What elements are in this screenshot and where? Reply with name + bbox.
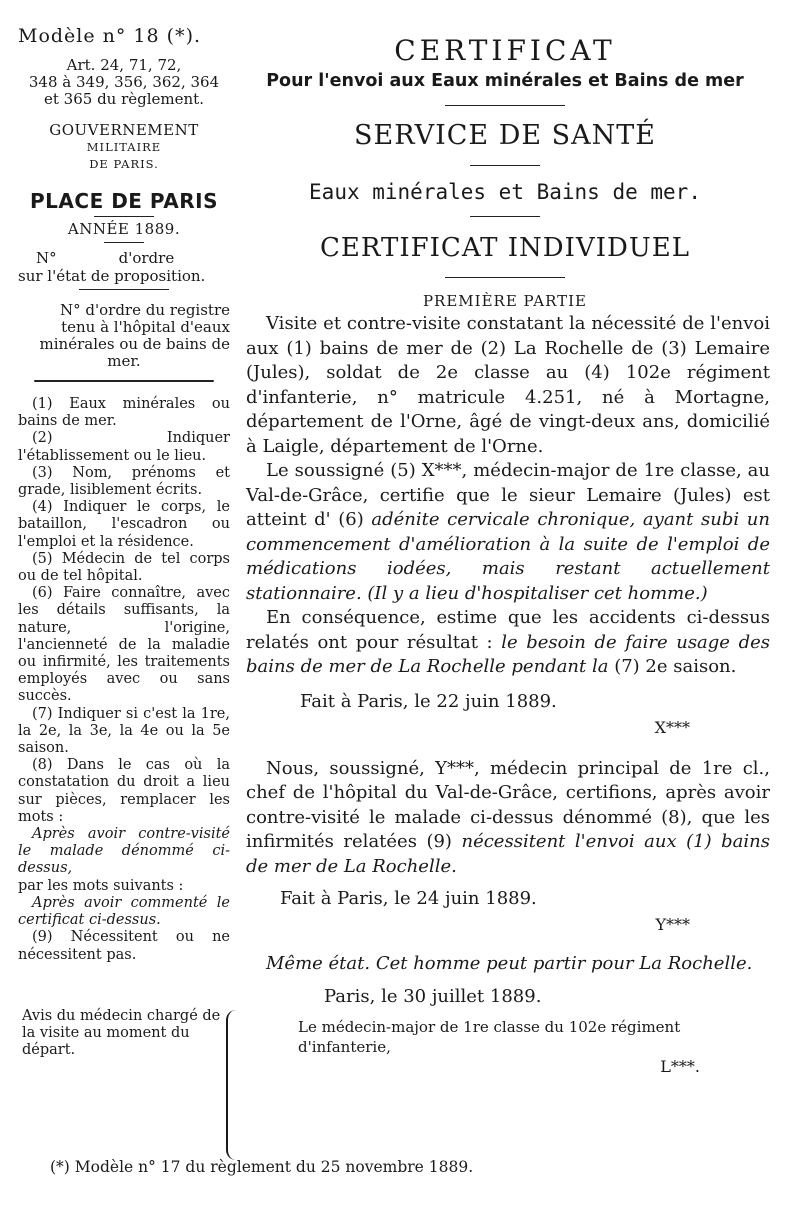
footnote: (3) Nom, prénoms et grade, lisiblement écrits. <box>18 464 230 499</box>
conclusion-text: le besoin de faire usage des bains de mer de La Rochelle pendant la <box>246 631 770 677</box>
certificate-body <box>246 312 770 680</box>
departure-notice-label: Avis du médecin chargé de la visite au moment du départ. <box>22 1007 221 1058</box>
signature-date-2: Fait à Paris, le 24 juin 1889. <box>280 888 537 909</box>
footnote-italic-text: Après avoir contre-visité le malade dénommé ci-dessus, <box>18 826 230 877</box>
articles-line: 348 à 349, 356, 362, 364 <box>28 73 220 91</box>
divider <box>445 105 565 106</box>
individual-certificate-title: CERTIFICAT INDIVIDUEL <box>320 233 690 263</box>
register-line: N° d'ordre du registre <box>60 301 230 319</box>
diagnosis-intro: Le soussigné (5) X***, médecin-major de 1re classe, au Val-de-Grâce, certifie que le sieur Lemaire (Jules) est atteint d' (6) <box>246 460 770 530</box>
paragraph-visit: Visite et contre-visite constatant la nécessité de l'envoi aux (1) bains de mer de (2) La Rochelle de (3) Lemaire (Jules), soldat de 2e classe au (4) 102e régiment d'infanterie, n° matricule 4.251, né à Mortagne, département de l'Orne, âgé de vingt-deux ans, domicilié à Laigle, département de l'Orne. <box>246 313 770 457</box>
divider <box>104 242 144 243</box>
footnote: (7) Indiquer si c'est la 1re, la 2e, la 3e, la 4e ou la 5e saison. <box>18 705 230 757</box>
articles-line: Art. 24, 71, 72, <box>66 56 182 74</box>
order-number-block <box>18 249 230 285</box>
year-label: ANNÉE 1889. <box>67 220 181 238</box>
footer-note: (*) Modèle n° 17 du règlement du 25 novembre 1889. <box>50 1158 474 1176</box>
regulation-articles <box>18 57 230 108</box>
departure-body <box>246 952 770 977</box>
register-line: minérales ou de bains de <box>39 335 230 353</box>
model-number: Modèle n° 18 (*). <box>18 25 202 47</box>
footnotes <box>18 396 230 964</box>
service-title: SERVICE DE SANTÉ <box>354 120 656 151</box>
part-heading: PREMIÈRE PARTIE <box>422 292 588 310</box>
signature-3: L***. <box>660 1056 700 1076</box>
footnote: (8) Dans le cas où la constatation du droit a lieu sur pièces, remplacer les mots : <box>18 757 230 825</box>
order-number-line-2: sur l'état de proposition. <box>18 267 206 285</box>
signature-1: X*** <box>654 717 690 737</box>
footnote: (9) Nécessitent ou ne nécessitent pas. <box>18 929 230 963</box>
signature-2: Y*** <box>655 915 690 934</box>
diagnosis-text: adénite cervicale chronique, ayant subi un commencement d'amélioration à la suite de l'emploi de médications iodées, mais restant actuellement stationnaire. (Il y a lieu d'hospitaliser cet homme.) <box>246 509 770 604</box>
counter-visit-body <box>246 757 770 880</box>
paragraph-diagnosis <box>246 459 770 606</box>
signatory-title: Le médecin-major de 1re classe du 102e régiment d'infanterie, <box>298 1017 681 1056</box>
paragraph-departure <box>246 952 770 977</box>
counter-visit-intro: Nous, soussigné, Y***, médecin principal de 1re cl., chef de l'hôpital du Val-de-Grâce, certifions, après avoir contre-visité le malade ci-dessus dénommé (8), que les infirmités relatées (9) <box>246 757 770 852</box>
divider <box>79 289 169 290</box>
order-number-line <box>18 249 230 267</box>
counter-visit-text: nécessitent l'envoi aux (1) bains de mer de La Rochelle. <box>246 831 770 877</box>
divider <box>94 216 154 217</box>
military-label: MILITAIRE <box>86 140 162 154</box>
footnote: (6) Faire connaître, avec les détails suffisants, la nature, l'origine, l'ancienneté de la maladie ou infirmité, les traitements employés avec ou sans succès. <box>18 585 230 705</box>
footnote-italic <box>18 895 230 929</box>
conclusion-season: (7) 2e saison. <box>608 656 737 677</box>
register-block <box>18 302 230 370</box>
articles-line: et 365 du règlement. <box>44 90 204 108</box>
order-number-suffix: d'ordre <box>118 249 175 267</box>
register-line: mer. <box>107 352 141 370</box>
place-title: PLACE DE PARIS <box>30 189 218 213</box>
footnote: (1) Eaux minérales ou bains de mer. <box>18 396 230 430</box>
order-number-prefix: N° <box>36 249 57 267</box>
divider <box>470 165 540 166</box>
government-label: GOUVERNEMENT <box>49 121 199 139</box>
government-block <box>18 122 230 173</box>
de-paris-label: DE PARIS. <box>89 157 159 171</box>
footnote: (4) Indiquer le corps, le bataillon, l'escadron ou l'emploi et la résidence. <box>18 499 230 550</box>
conclusion-intro: En conséquence, estime que les accidents ci-dessus relatés ont pour résultat : <box>246 607 770 653</box>
footnote-italic-text: Après avoir commenté le certificat ci-dessus. <box>18 894 230 929</box>
ornamental-divider <box>34 380 214 382</box>
paragraph-counter-visit <box>246 757 770 880</box>
footnote: (5) Médecin de tel corps ou de tel hôpital. <box>18 550 230 585</box>
divider <box>445 277 565 278</box>
paragraph-conclusion <box>246 606 770 680</box>
waters-title: Eaux minérales et Bains de mer. <box>309 180 701 204</box>
brace-mark <box>226 1010 236 1160</box>
departure-text: Même état. Cet homme peut partir pour La Rochelle. <box>266 953 753 974</box>
divider <box>470 216 540 217</box>
signature-date-1: Fait à Paris, le 22 juin 1889. <box>300 690 557 712</box>
footnote: (2) Indiquer l'établissement ou le lieu. <box>18 430 230 464</box>
margin-column <box>18 25 230 1059</box>
signature-date-3: Paris, le 30 juillet 1889. <box>324 985 542 1007</box>
certificate-subtitle: Pour l'envoi aux Eaux minérales et Bains de mer <box>266 71 744 91</box>
main-column <box>240 34 770 1076</box>
footnote-italic <box>18 826 230 878</box>
certificate-title: CERTIFICAT <box>394 34 616 67</box>
footnote: par les mots suivants : <box>18 877 184 894</box>
register-line: tenu à l'hôpital d'eaux <box>61 318 230 336</box>
